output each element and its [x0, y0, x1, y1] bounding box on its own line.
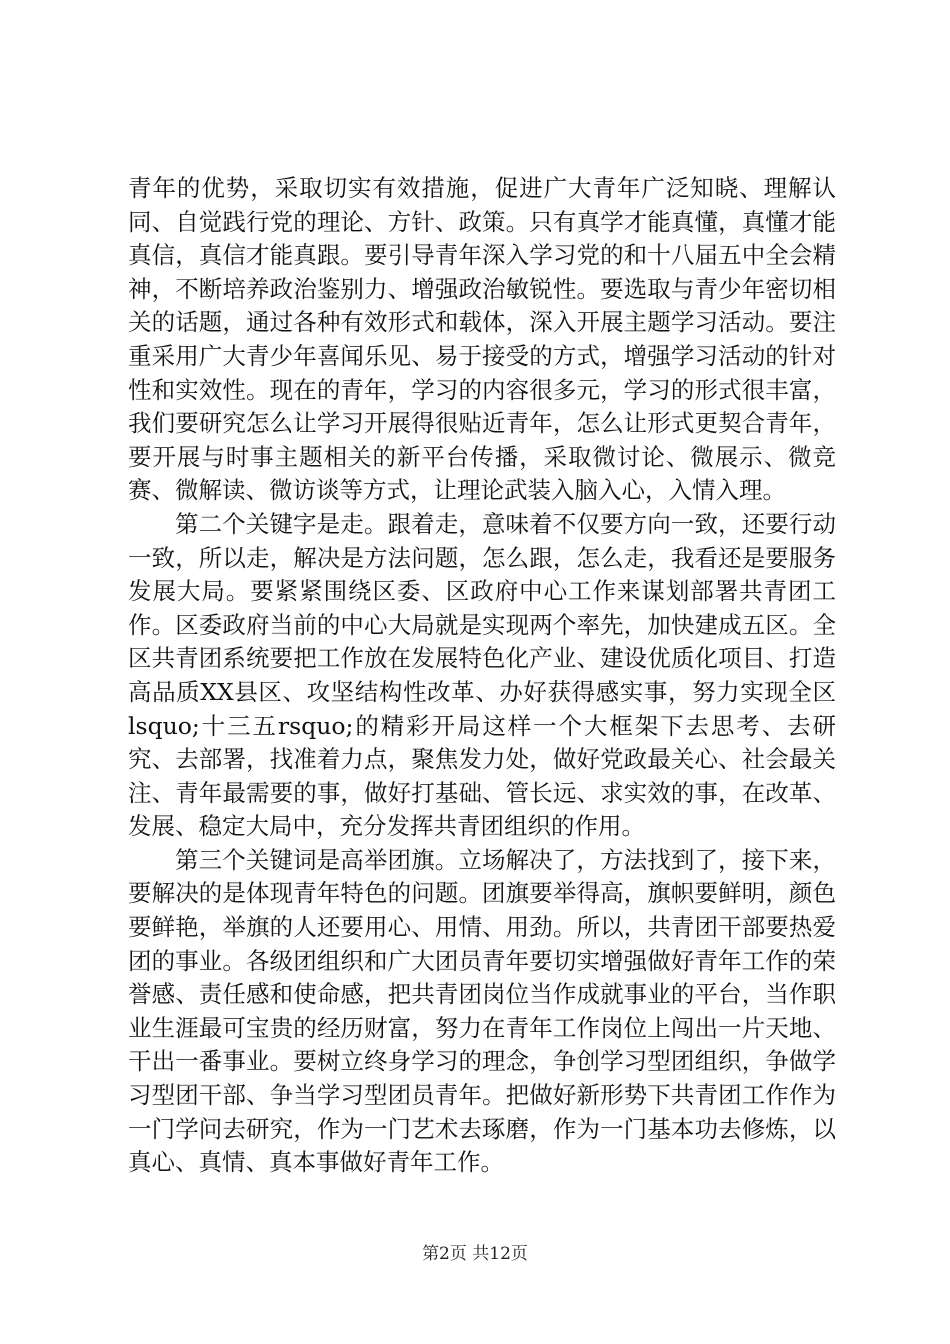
paragraph-1: 青年的优势，采取切实有效措施，促进广大青年广泛知晓、理解认同、自觉践行党的理论、方针、政策。只有真学才能真懂，真懂才能真信，真信才能真跟。要引导青年深入学习党的和十八届五中全会精神，不断培养政治鉴别力、增强政治敏锐性。要选取与青少年密切相关的话题，通过各种有效形式和载体，深入开展主题学习活动。要注重采用广大青少年喜闻乐见、易于接受的方式，增强学习活动的针对性和实效性。现在的青年，学习的内容很多元，学习的形式很丰富，我们要研究怎么让学习开展得很贴近青年，怎么让形式更契合青年，要开展与时事主题相关的新平台传播，采取微讨论、微展示、微竞赛、微解读、微访谈等方式，让理论武装入脑入心，入情入理。: [128, 174, 836, 505]
document-body: [128, 172, 836, 1180]
paragraph-2: 第二个关键字是走。跟着走，意味着不仅要方向一致，还要行动一致，所以走，解决是方法问题，怎么跟，怎么走，我看还是要服务发展大局。要紧紧围绕区委、区政府中心工作来谋划部署共青团工作。区委政府当前的中心大局就是实现两个率先，加快建成五区。全区共青团系统要把工作放在发展特色化产业、建设优质化项目、打造高品质XX县区、攻坚结构性改革、办好获得感实事，努力实现全区lsquo;十三五rsquo;的精彩开局这样一个大框架下去思考、去研究、去部署，找准着力点，聚焦发力处，做好党政最关心、社会最关注、青年最需要的事，做好打基础、管长远、求实效的事，在改革、发展、稳定大局中，充分发挥共青团组织的作用。: [128, 509, 836, 841]
paragraph-3: 第三个关键词是高举团旗。立场解决了，方法找到了，接下来，要解决的是体现青年特色的问题。团旗要举得高，旗帜要鲜明，颜色要鲜艳，举旗的人还要用心、用情、用劲。所以，共青团干部要热爱团的事业。各级团组织和广大团员青年要切实增强做好青年工作的荣誉感、责任感和使命感，把共青团岗位当作成就事业的平台，当作职业生涯最可宝贵的经历财富，努力在青年工作岗位上闯出一片天地、干出一番事业。要树立终身学习的理念，争创学习型团组织，争做学习型团干部、争当学习型团员青年。把做好新形势下共青团工作作为一门学问去研究，作为一门艺术去琢磨，作为一门基本功去修炼，以真心、真情、真本事做好青年工作。: [128, 845, 836, 1177]
page-number-footer: 第2页 共12页: [422, 1244, 528, 1264]
